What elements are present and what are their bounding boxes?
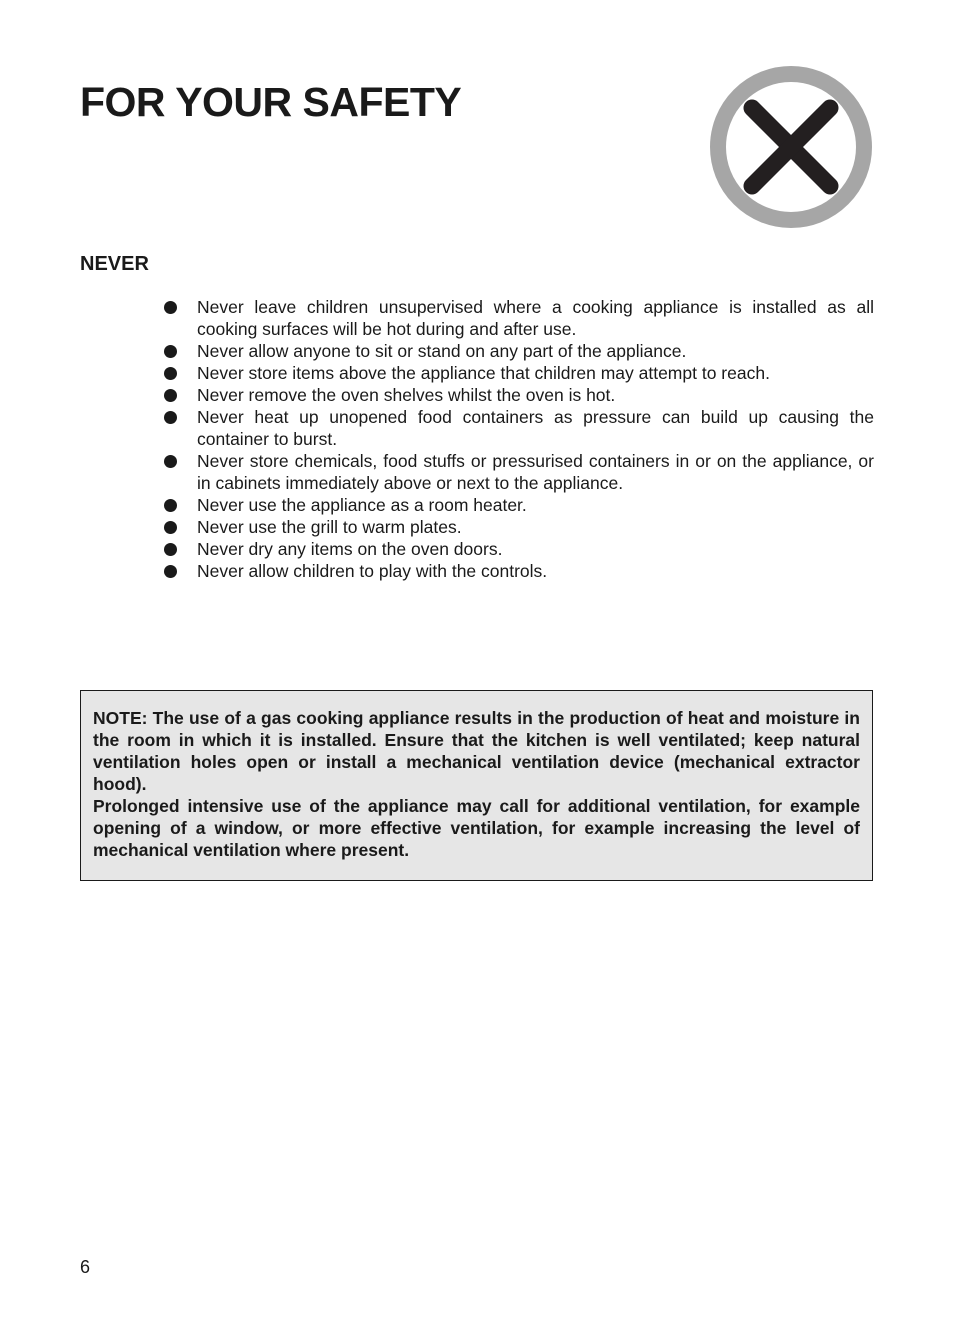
ventilation-note-box [80, 690, 873, 881]
bullet-icon [164, 499, 177, 512]
list-item-text: Never remove the oven shelves whilst the oven is hot. [197, 385, 616, 405]
prohibited-cross-icon [710, 66, 872, 228]
bullet-icon [164, 411, 177, 424]
list-item-text: Never use the grill to warm plates. [197, 517, 462, 537]
list-item [162, 362, 874, 384]
list-item [162, 538, 874, 560]
bullet-icon [164, 455, 177, 468]
section-heading-never: NEVER [80, 253, 149, 275]
list-item [162, 516, 874, 538]
list-item-text: Never use the appliance as a room heater. [197, 495, 527, 515]
list-item [162, 406, 874, 450]
bullet-icon [164, 565, 177, 578]
list-item [162, 494, 874, 516]
bullet-icon [164, 389, 177, 402]
list-item-text: Never allow anyone to sit or stand on any part of the appliance. [197, 341, 687, 361]
never-list [162, 296, 874, 582]
list-item-text: Never store items above the appliance that children may attempt to reach. [197, 363, 770, 383]
bullet-icon [164, 367, 177, 380]
page-title: FOR YOUR SAFETY [80, 79, 462, 125]
list-item [162, 384, 874, 406]
list-item [162, 340, 874, 362]
list-item [162, 560, 874, 582]
list-item-text: Never heat up unopened food containers as pressure can build up causing the container to burst. [197, 407, 874, 449]
note-paragraph: NOTE: The use of a gas cooking appliance results in the production of heat and moisture in the room in which it is installed. Ensure that the kitchen is well ventilated; keep natural ventilation holes open or install a mechanical ventilation device (mechanical extractor hood). [93, 708, 860, 794]
bullet-icon [164, 301, 177, 314]
list-item-text: Never leave children unsupervised where a cooking appliance is installed as all cooking surfaces will be hot during and after use. [197, 297, 874, 339]
list-item [162, 450, 874, 494]
list-item-text: Never allow children to play with the controls. [197, 561, 548, 581]
list-item-text: Never store chemicals, food stuffs or pressurised containers in or on the appliance, or in cabinets immediately above or next to the appliance. [197, 451, 874, 493]
list-item-text: Never dry any items on the oven doors. [197, 539, 503, 559]
list-item [162, 296, 874, 340]
page-number: 6 [80, 1257, 91, 1277]
bullet-icon [164, 521, 177, 534]
bullet-icon [164, 345, 177, 358]
note-paragraph: Prolonged intensive use of the appliance may call for additional ventilation, for example opening of a window, or more effective ventilation, for example increasing the level of mechanical ventilation where present. [93, 796, 860, 860]
bullet-icon [164, 543, 177, 556]
